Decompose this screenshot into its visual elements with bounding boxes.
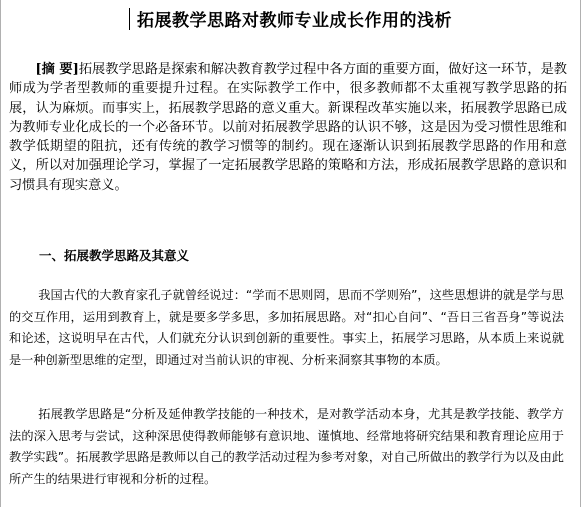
- body-paragraph-2: 拓展教学思路是“分析及延伸教学技能的一种技术，是对教学活动本身，尤其是教学技能、教学方法的深入思考与尝试，这种深思使得教师能够有意识地、谨慎地、经常地将研究结果和教育理论应用于教学实践”。拓展教学思路是教师以自己的教学活动过程为参考对象，对自己所做出的教学行为以及由此所产生的结果进行审视和分析的过程。: [9, 407, 564, 486]
- body-paragraph-1: 我国古代的大教育家孔子就曾经说过：“学而不思则罔，思而不学则殆”，这些思想讲的就是学与思的交互作用，运用到教育上，就是要多学多思，多加拓展思路。对“扣心自问”、“吾日三省吾身”等说法和论述，这说明早在古代，人们就充分认识到创新的重要性。事实上，拓展学习思路，从本质上来说就是一种创新型思维的定型，即通过对当前认识的审视、分析来洞察其事物的本质。: [9, 288, 564, 367]
- abstract-text: 拓展教学思路是探索和解决教育教学过程中各方面的重要方面，做好这一环节，是教师成为学者型教师的重要提升过程。在实际教学工作中，很多教师都不太重视写教学思路的拓展，认为麻烦。而事实上，拓展教学思路的意义重大。新课程改革实施以来，拓展教学思路已成为教师专业化成长的一个必备环节。以前对拓展教学思路的认识不够，这是因为受习惯性思维和教学低期望的阻抗，还有传统的教学习惯等的制约。现在逐渐认识到拓展教学思路的作用和意义，所以对加强理论学习，掌握了一定拓展教学思路的策略和方法，形成拓展教学思路的意识和习惯具有现实意义。: [9, 62, 567, 193]
- title-line: [1, 6, 580, 36]
- text-cursor: [129, 8, 130, 30]
- section-heading: 一、拓展教学思路及其意义: [39, 248, 190, 263]
- abstract-paragraph: [9, 60, 567, 195]
- abstract-label: [摘 要]: [35, 62, 79, 77]
- document-title: 拓展教学思路对教师专业成长作用的浅析: [137, 11, 453, 31]
